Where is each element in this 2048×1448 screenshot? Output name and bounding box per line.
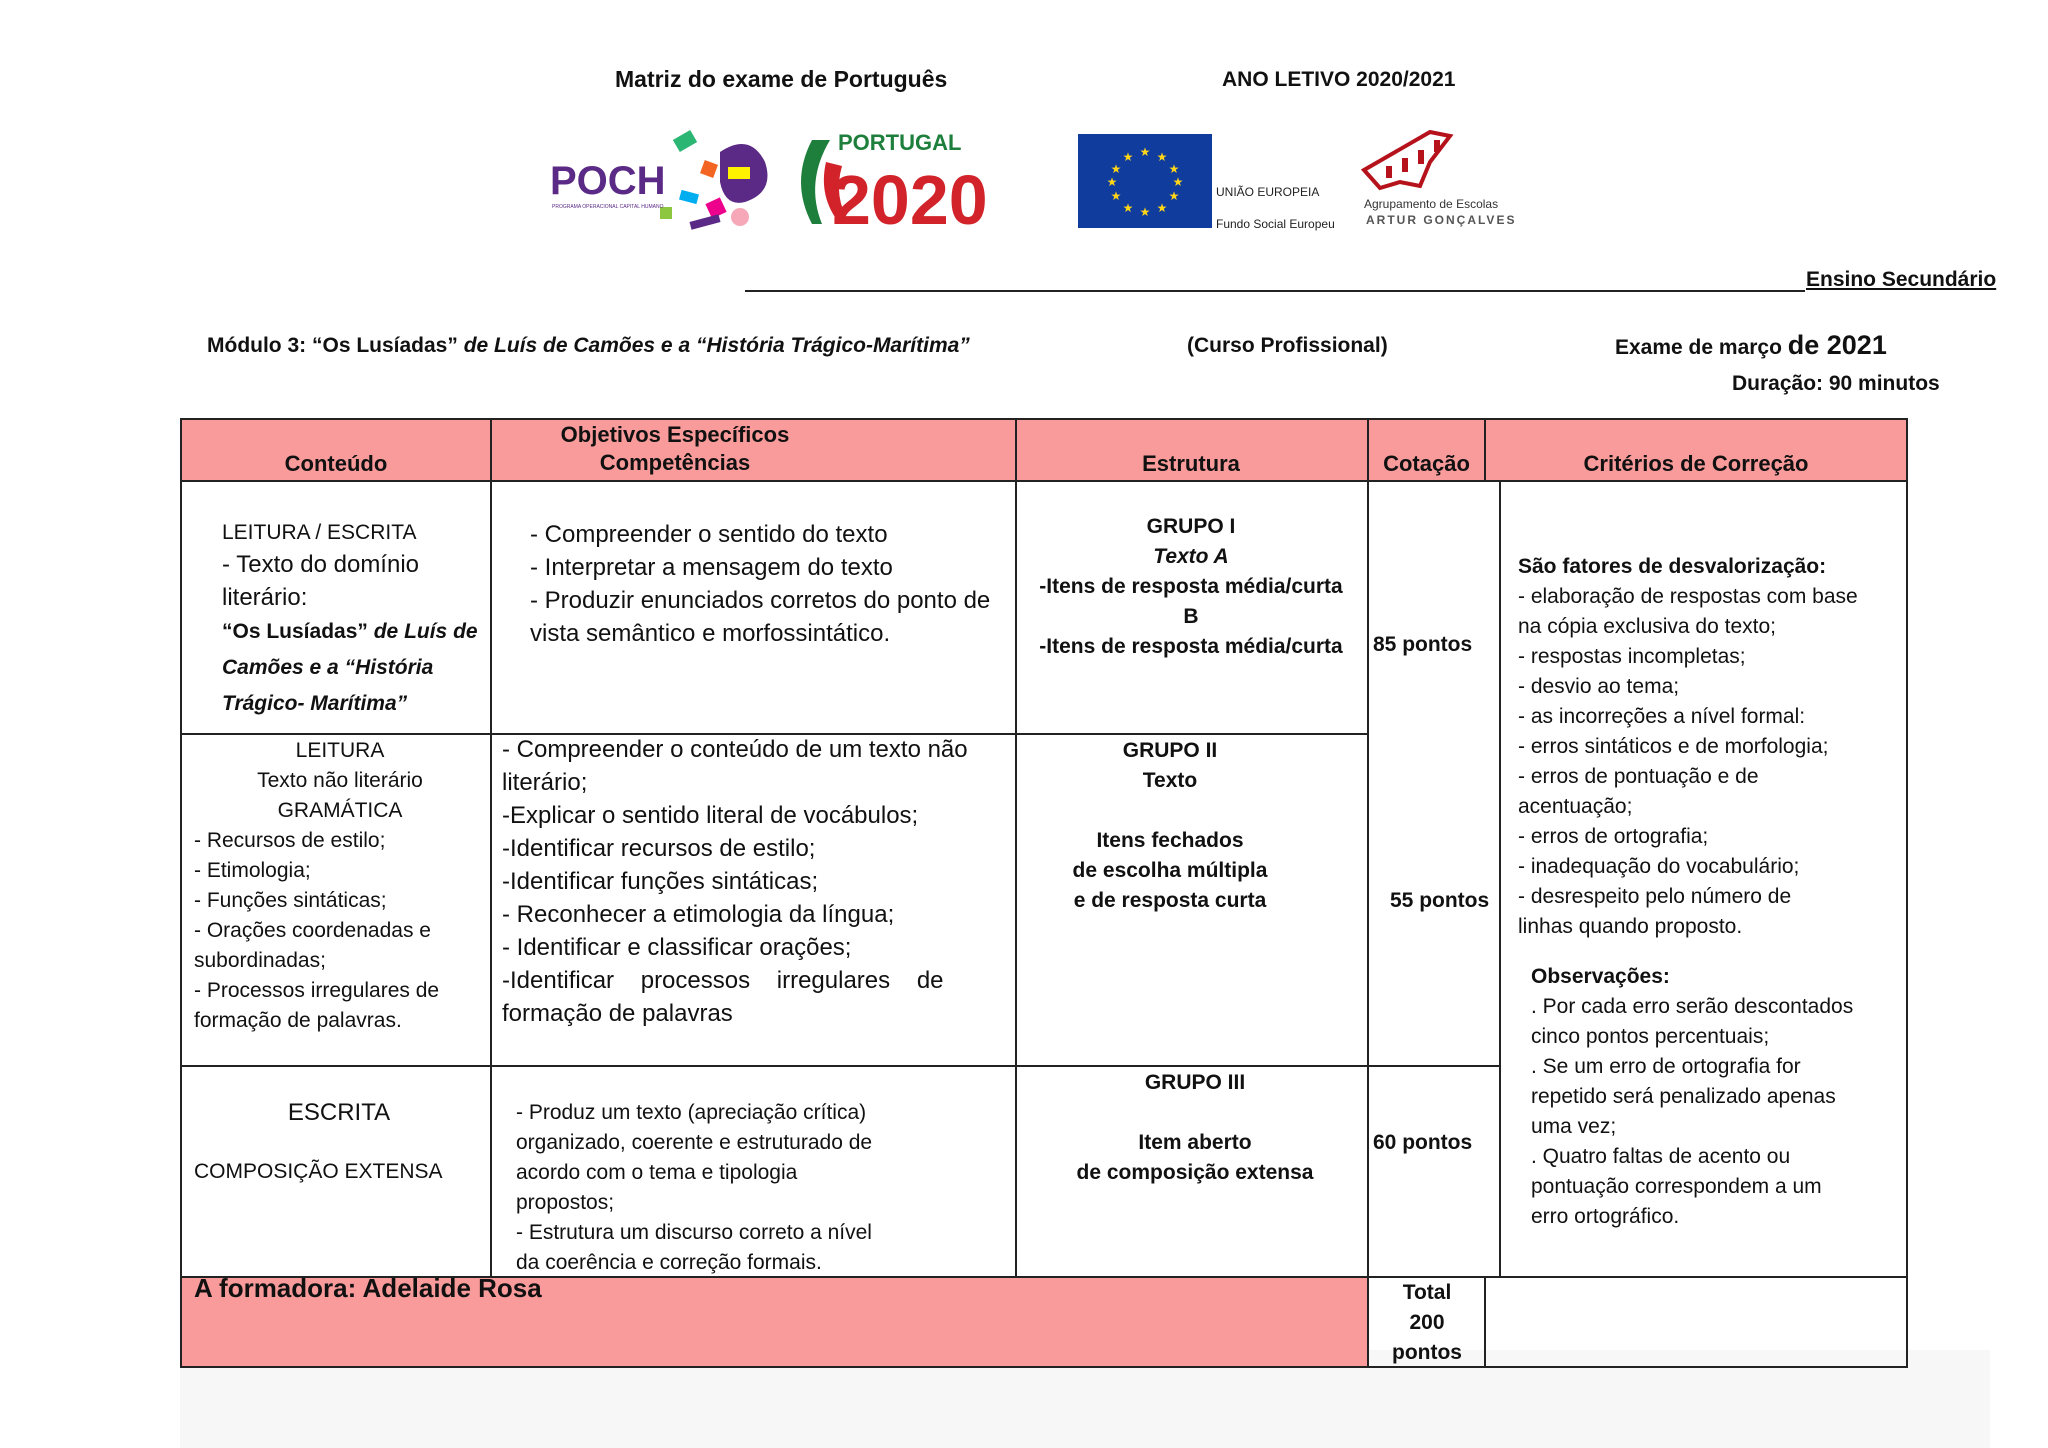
- poch-wordmark: POCH: [550, 159, 666, 203]
- svg-text:★: ★: [1106, 175, 1118, 189]
- column-header-criteria: Critérios de Correção: [1583, 451, 1809, 476]
- row3-content: ESCRITA COMPOSIÇÃO EXTENSA: [194, 1099, 443, 1183]
- svg-text:★: ★: [1168, 162, 1180, 176]
- row2-content: LEITURA Texto não literário GRAMÁTICA - Recursos de estilo; - Etimologia; - Funções sintáticas; - Orações coordenadas e subordinadas; - Processos irregulares de formação de palavras.: [194, 739, 440, 1032]
- school-year: ANO LETIVO 2020/2021: [1222, 68, 1456, 91]
- exam-date: Exame de março de 2021: [1615, 330, 1887, 360]
- portugal-wordmark: PORTUGAL: [838, 130, 962, 155]
- document-title: Matriz do exame de Português: [615, 66, 948, 92]
- school-logo: [1364, 132, 1516, 227]
- correction-criteria: São fatores de desvalorização: - elaboração de respostas com base na cópia exclusiva do texto; - respostas incompletas; - desvio ao tema; - as incorreções a nível formal: - erros sintáticos e de morfologia; - erros de pontuação e de acentuação; - erros de ortografia; - inadequação do vocabulário; - desrespeito pelo número de linhas quando proposto. Observações: . Por cada erro serão descontados cinco pontos percentuais; . Se um erro de ortografia for repetido será penalizado apenas uma vez; . Quatro faltas de acento ou pontuação correspondem a um erro ortográfico.: [1518, 552, 1900, 1232]
- svg-text:★: ★: [1168, 189, 1180, 203]
- row3-score: 60 pontos: [1373, 1131, 1473, 1154]
- eu-label: UNIÃO EUROPEIA: [1216, 185, 1320, 199]
- criteria-title: São fatores de desvalorização:: [1518, 555, 1827, 578]
- sponsor-logos: [550, 122, 1530, 242]
- svg-text:★: ★: [1156, 201, 1168, 215]
- svg-text:★: ★: [1122, 201, 1134, 215]
- row2-objectives: - Compreender o conteúdo de um texto não literário; -Explicar o sentido literal de vocábulos; -Identificar recursos de estilo; -Identificar funções sintáticas; - Reconhecer a etimologia da língua; - Identificar e classificar orações; -Identificar processos irregulares de formação de palavras: [502, 736, 968, 1027]
- portugal-2020-logo: [801, 130, 988, 239]
- row1-content: LEITURA / ESCRITA - Texto do domínio literário: “Os Lusíadas” de Luís de Camões e a “História Trágico- Marítima”: [222, 521, 478, 715]
- svg-text:★: ★: [1139, 205, 1151, 219]
- svg-text:★: ★: [1110, 189, 1122, 203]
- total-score: Total 200 pontos: [1392, 1281, 1462, 1364]
- column-header-content: Conteúdo: [284, 451, 388, 476]
- svg-text:★: ★: [1110, 162, 1122, 176]
- row1-structure: GRUPO I Texto A -Itens de resposta média/curta B -Itens de resposta média/curta: [1039, 515, 1343, 658]
- svg-text:★: ★: [1122, 150, 1134, 164]
- poch-subtitle: PROGRAMA OPERACIONAL CAPITAL HUMANO: [552, 204, 664, 210]
- svg-text:★: ★: [1156, 150, 1168, 164]
- row2-structure: GRUPO II Texto Itens fechados de escolha múltipla e de resposta curta: [1072, 739, 1268, 912]
- course-type: (Curso Profissional): [1187, 334, 1388, 357]
- poch-logo: [550, 130, 768, 230]
- column-header-objectives: Objetivos Específicos Competências: [560, 422, 790, 475]
- column-header-structure: Estrutura: [1142, 451, 1240, 476]
- eu-fund-label: Fundo Social Europeu: [1216, 217, 1335, 231]
- header-rule: [745, 290, 1805, 292]
- svg-text:★: ★: [1139, 145, 1151, 159]
- row3-objectives: - Produz um texto (apreciação crítica) organizado, coerente e estruturado de acordo com o tema e tipologia propostos; - Estrutura um discurso correto a nível da coerência e correção formais.: [516, 1101, 873, 1274]
- school-name: ARTUR GONÇALVES: [1366, 213, 1517, 227]
- svg-text:★: ★: [1172, 175, 1184, 189]
- eu-flag-logo: [1078, 134, 1335, 231]
- row3-structure: GRUPO III Item aberto de composição extensa: [1076, 1071, 1314, 1184]
- portugal-year: 2020: [832, 161, 988, 239]
- exam-duration: Duração: 90 minutos: [1732, 372, 1940, 395]
- column-header-score: Cotação: [1383, 451, 1470, 476]
- row2-score: 55 pontos: [1390, 889, 1490, 912]
- observations: Observações: . Por cada erro serão descontados cinco pontos percentuais; . Se um erro de ortografia for repetido será penalizado apenas uma vez; . Quatro faltas de acento ou pontuação correspondem a um erro ortográfico.: [1531, 965, 1854, 1228]
- school-label: Agrupamento de Escolas: [1364, 197, 1499, 211]
- trainer-name: A formadora: Adelaide Rosa: [194, 1273, 542, 1303]
- module-title: Módulo 3: “Os Lusíadas” de Luís de Camões e a “História Trágico-Marítima”: [207, 334, 970, 357]
- row1-objectives: - Compreender o sentido do texto - Interpretar a mensagem do texto - Produzir enunciados corretos do ponto de vista semântico e morfossintático.: [530, 521, 991, 647]
- education-level: Ensino Secundário: [1806, 268, 1997, 291]
- row1-score: 85 pontos: [1373, 633, 1473, 656]
